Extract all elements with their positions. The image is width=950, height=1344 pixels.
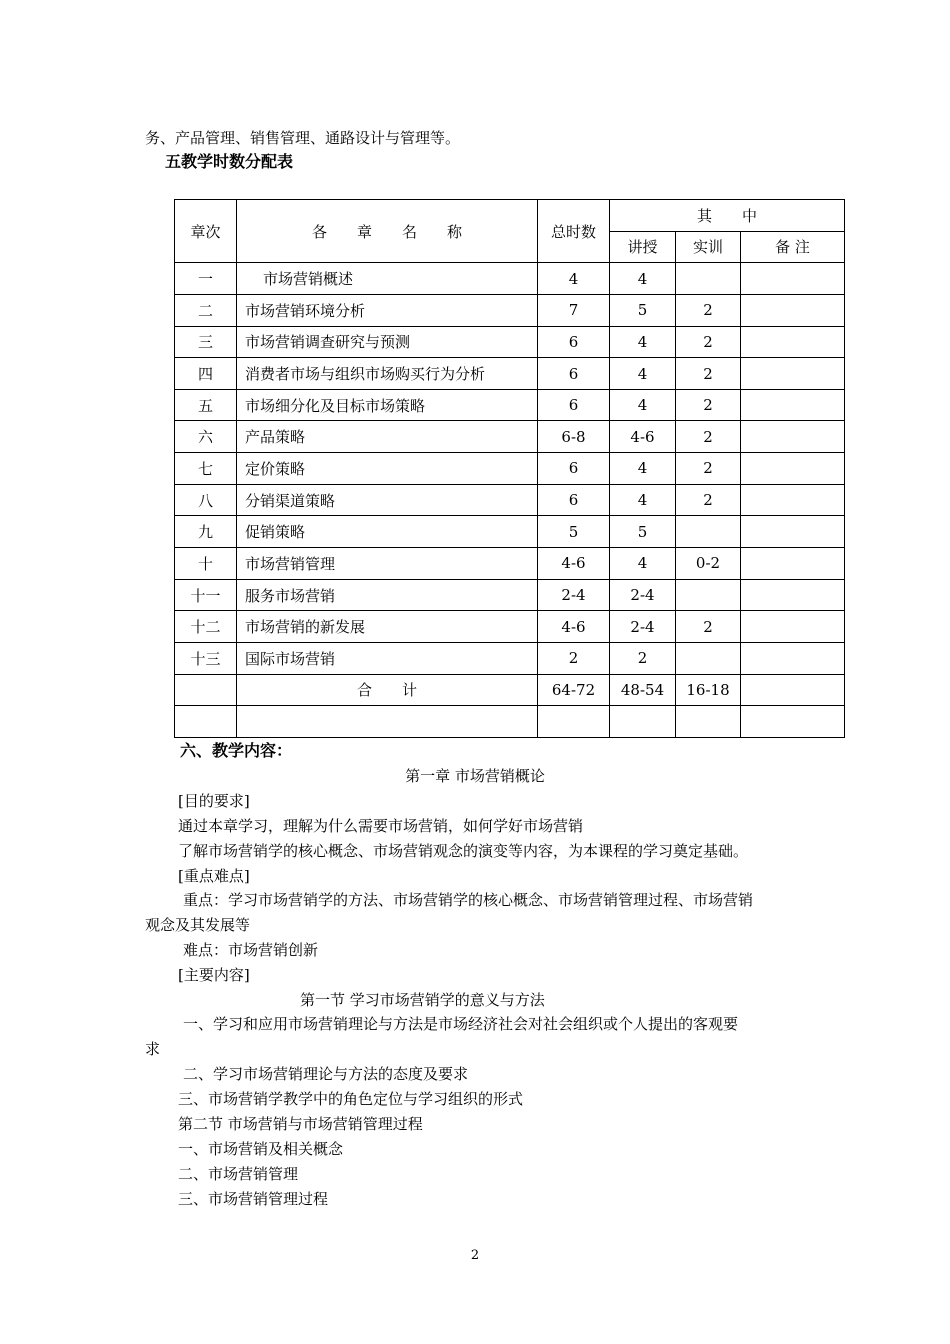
header-practice: 实训 bbox=[676, 231, 741, 263]
cell-chapter: 四 bbox=[175, 358, 237, 390]
cell-name: 市场营销调查研究与预测 bbox=[237, 326, 538, 358]
cell-chapter: 十三 bbox=[175, 642, 237, 674]
cell-chapter: 一 bbox=[175, 263, 237, 295]
header-among: 其 中 bbox=[610, 200, 845, 232]
table-row bbox=[175, 421, 845, 453]
table-row bbox=[175, 263, 845, 295]
cell-practice: 2 bbox=[676, 484, 741, 516]
cell-lecture: 4 bbox=[610, 484, 676, 516]
cell-total: 4-6 bbox=[538, 548, 610, 580]
list-item: 三、市场营销学教学中的角色定位与学习组织的形式 bbox=[178, 1090, 524, 1108]
cell-remark bbox=[741, 326, 845, 358]
cell-lecture: 2-4 bbox=[610, 579, 676, 611]
cell-practice: 2 bbox=[676, 611, 741, 643]
cell-practice: 2 bbox=[676, 453, 741, 485]
cell-chapter: 六 bbox=[175, 421, 237, 453]
cell-name: 市场细分化及目标市场策略 bbox=[237, 389, 538, 421]
empty-row bbox=[175, 706, 845, 738]
cell-practice: 2 bbox=[676, 358, 741, 390]
cell-lecture: 4-6 bbox=[610, 421, 676, 453]
hours-table bbox=[174, 199, 845, 738]
cell-total: 4 bbox=[538, 263, 610, 295]
chapter-title: 第一章 市场营销概论 bbox=[405, 767, 545, 785]
table-row bbox=[175, 294, 845, 326]
cell-lecture: 5 bbox=[610, 516, 676, 548]
list-item: 一、市场营销及相关概念 bbox=[178, 1140, 344, 1158]
cell-total: 2-4 bbox=[538, 579, 610, 611]
cell-practice bbox=[676, 642, 741, 674]
section-title: 第一节 学习市场营销学的意义与方法 bbox=[300, 991, 545, 1009]
cell-remark bbox=[741, 263, 845, 295]
cell-name: 消费者市场与组织市场购买行为分析 bbox=[237, 358, 538, 390]
cell-name: 分销渠道策略 bbox=[237, 484, 538, 516]
cell-name: 国际市场营销 bbox=[237, 642, 538, 674]
cell-lecture: 4 bbox=[610, 326, 676, 358]
list-item: 三、市场营销管理过程 bbox=[178, 1190, 329, 1208]
table-row bbox=[175, 516, 845, 548]
cell-remark bbox=[741, 579, 845, 611]
cell-chapter: 八 bbox=[175, 484, 237, 516]
cell-remark bbox=[741, 611, 845, 643]
cell-name: 市场营销管理 bbox=[237, 548, 538, 580]
cell-remark bbox=[741, 642, 845, 674]
cell-remark bbox=[741, 548, 845, 580]
sum-total: 64-72 bbox=[538, 674, 610, 706]
sum-chapter-cell bbox=[175, 674, 237, 706]
table-row bbox=[175, 484, 845, 516]
goal-line: 了解市场营销学的核心概念、市场营销观念的演变等内容，为本课程的学习奠定基础。 bbox=[178, 842, 749, 860]
list-item: 二、市场营销管理 bbox=[178, 1165, 299, 1183]
cell-lecture: 4 bbox=[610, 548, 676, 580]
cell-total: 4-6 bbox=[538, 611, 610, 643]
list-item: 求 bbox=[145, 1040, 161, 1058]
sum-practice: 16-18 bbox=[676, 674, 741, 706]
table-row bbox=[175, 579, 845, 611]
cell-lecture: 4 bbox=[610, 453, 676, 485]
goal-line: 通过本章学习，理解为什么需要市场营销，如何学好市场营销 bbox=[178, 817, 584, 835]
cell-practice bbox=[676, 516, 741, 548]
sum-lecture: 48-54 bbox=[610, 674, 676, 706]
header-chapter: 章次 bbox=[175, 200, 237, 263]
cell-total: 6 bbox=[538, 326, 610, 358]
header-lecture: 讲授 bbox=[610, 231, 676, 263]
cell-chapter: 十一 bbox=[175, 579, 237, 611]
cell-chapter: 十二 bbox=[175, 611, 237, 643]
cell-practice: 2 bbox=[676, 421, 741, 453]
cell-chapter: 七 bbox=[175, 453, 237, 485]
cell-total: 6 bbox=[538, 453, 610, 485]
cell-practice: 0-2 bbox=[676, 548, 741, 580]
cell-chapter: 九 bbox=[175, 516, 237, 548]
cell-practice bbox=[676, 263, 741, 295]
intro-line: 务、产品管理、销售管理、通路设计与管理等。 bbox=[145, 129, 461, 147]
section6-title: 六、教学内容： bbox=[180, 741, 293, 760]
cell-remark bbox=[741, 294, 845, 326]
page-number: 2 bbox=[470, 1248, 480, 1263]
table-row bbox=[175, 453, 845, 485]
cell-name: 服务市场营销 bbox=[237, 579, 538, 611]
header-name: 各 章 名 称 bbox=[237, 200, 538, 263]
cell-total: 6 bbox=[538, 389, 610, 421]
cell-total: 2 bbox=[538, 642, 610, 674]
cell-name: 市场营销环境分析 bbox=[237, 294, 538, 326]
cell-remark bbox=[741, 358, 845, 390]
cell-name: 促销策略 bbox=[237, 516, 538, 548]
cell-total: 5 bbox=[538, 516, 610, 548]
header-remark: 备 注 bbox=[741, 231, 845, 263]
cell-practice: 2 bbox=[676, 326, 741, 358]
cell-chapter: 五 bbox=[175, 389, 237, 421]
list-item: 一、学习和应用市场营销理论与方法是市场经济社会对社会组织或个人提出的客观要 bbox=[183, 1015, 739, 1033]
cell-lecture: 2-4 bbox=[610, 611, 676, 643]
cell-total: 6 bbox=[538, 484, 610, 516]
cell-remark bbox=[741, 516, 845, 548]
cell-remark bbox=[741, 421, 845, 453]
cell-total: 6-8 bbox=[538, 421, 610, 453]
cell-chapter: 十 bbox=[175, 548, 237, 580]
cell-lecture: 4 bbox=[610, 358, 676, 390]
cell-lecture: 5 bbox=[610, 294, 676, 326]
section-title: 第二节 市场营销与市场营销管理过程 bbox=[178, 1115, 423, 1133]
cell-total: 7 bbox=[538, 294, 610, 326]
goal-label: [目的要求] bbox=[178, 792, 250, 810]
section5-title: 五教学时数分配表 bbox=[165, 152, 294, 171]
cell-lecture: 4 bbox=[610, 263, 676, 295]
key-line: 重点：学习市场营销学的方法、市场营销学的核心概念、市场营销管理过程、市场营销 bbox=[183, 891, 754, 909]
cell-lecture: 4 bbox=[610, 389, 676, 421]
difficult-line: 难点：市场营销创新 bbox=[183, 941, 319, 959]
sum-remark bbox=[741, 674, 845, 706]
cell-remark bbox=[741, 484, 845, 516]
cell-name: 市场营销概述 bbox=[237, 263, 538, 295]
table-row bbox=[175, 358, 845, 390]
cell-practice bbox=[676, 579, 741, 611]
main-content-label: [主要内容] bbox=[178, 966, 250, 984]
table-row bbox=[175, 326, 845, 358]
cell-name: 定价策略 bbox=[237, 453, 538, 485]
cell-practice: 2 bbox=[676, 389, 741, 421]
cell-lecture: 2 bbox=[610, 642, 676, 674]
table-row bbox=[175, 548, 845, 580]
key-label: [重点难点] bbox=[178, 867, 250, 885]
cell-chapter: 二 bbox=[175, 294, 237, 326]
cell-total: 6 bbox=[538, 358, 610, 390]
cell-practice: 2 bbox=[676, 294, 741, 326]
cell-chapter: 三 bbox=[175, 326, 237, 358]
key-line: 观念及其发展等 bbox=[145, 916, 251, 934]
sum-label: 合 计 bbox=[237, 674, 538, 706]
cell-name: 市场营销的新发展 bbox=[237, 611, 538, 643]
sum-row bbox=[175, 674, 845, 706]
cell-remark bbox=[741, 389, 845, 421]
header-total: 总时数 bbox=[538, 200, 610, 263]
table-row bbox=[175, 611, 845, 643]
list-item: 二、学习市场营销理论与方法的态度及要求 bbox=[183, 1065, 469, 1083]
cell-name: 产品策略 bbox=[237, 421, 538, 453]
table-row bbox=[175, 389, 845, 421]
table-row bbox=[175, 642, 845, 674]
cell-remark bbox=[741, 453, 845, 485]
